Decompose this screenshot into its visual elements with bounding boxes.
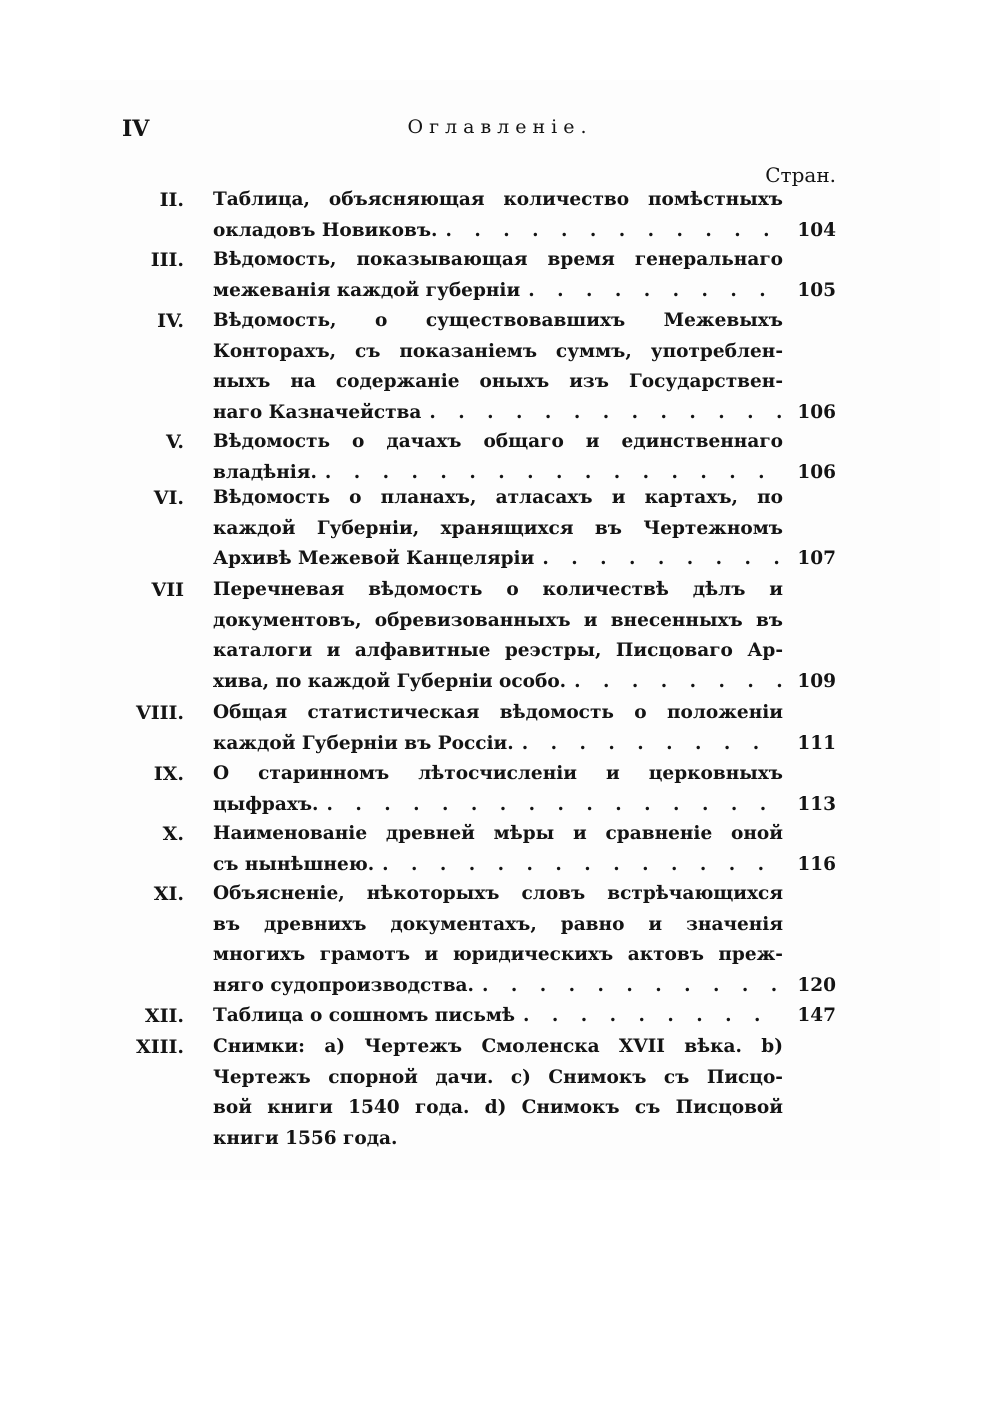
toc-entry-text: многихъ грамотъ и юридическихъ актовъ преж- [213, 944, 783, 965]
toc-entry-text: владѣнія. [213, 461, 317, 483]
toc-entry-page: 147 [797, 1005, 836, 1026]
toc-entry-text: Снимки: a) Чертежъ Смоленска XVII вѣка. b) [213, 1036, 783, 1057]
toc-entry-last-line [213, 668, 836, 696]
toc-entry-text: Перечневая вѣдомость о количествѣ дѣлъ и [213, 579, 783, 600]
toc-entry-page: 113 [797, 793, 836, 815]
toc-entry-text: ныхъ на содержаніе оныхъ изъ Государствен- [213, 371, 783, 392]
toc-entry-number: III. [150, 249, 184, 271]
toc-entry-page: 109 [797, 670, 836, 692]
toc-entry-text: Объясненіе, нѣкоторыхъ словъ встрѣчающихся [213, 883, 783, 904]
toc-entry-page: 104 [797, 219, 836, 241]
toc-entry-text: межеванія каждой губерніи [213, 279, 521, 301]
toc-entry-text: въ древнихъ документахъ, равно и значенія [213, 913, 783, 935]
toc-entry-text: каждой Губерніи въ Россіи. [213, 732, 514, 754]
toc-entry-text: Чертежъ спорной дачи. c) Снимокъ съ Писцо- [213, 1066, 783, 1088]
toc-entry-page: 120 [797, 974, 836, 996]
toc-entry-text: Вѣдомость о дачахъ общаго и единственнаго [213, 431, 783, 452]
dot-leader [445, 217, 782, 245]
toc-entry-last-line [213, 217, 836, 245]
toc-entry-page: 106 [797, 401, 836, 423]
toc-entry-text: каждой Губерніи, хранящихся въ Чертежномъ [213, 517, 783, 539]
toc-entry-page: 116 [797, 853, 836, 875]
toc-entry-last-line [213, 545, 836, 573]
toc-entry-page: 106 [797, 461, 836, 483]
toc-entry-number: X. [162, 823, 184, 845]
page-number: IV [122, 116, 150, 142]
toc-entry-text: хива, по каждой Губерніи особо. [213, 670, 567, 692]
toc-entry-text: документовъ, обревизованныхъ и внесенныхъ въ [213, 609, 783, 631]
toc-entry-number: V. [165, 431, 184, 453]
toc-entry-number: XI. [153, 883, 184, 905]
toc-entry-text: Наименованіе древней мѣры и сравненіе оной [213, 823, 783, 844]
toc-entry-page: 107 [797, 548, 836, 569]
toc-entry-number: IX. [153, 763, 184, 785]
toc-entry-text: О старинномъ лѣтосчисленіи и церковныхъ [213, 763, 783, 784]
toc-entry-number: VII [151, 579, 184, 601]
dot-leader [522, 730, 782, 758]
toc-entry-last-line [213, 851, 836, 879]
dot-leader [429, 399, 782, 427]
toc-entry-text: книги 1556 года. [213, 1127, 398, 1149]
toc-entry-number: II. [159, 189, 184, 211]
toc-entry-page: 111 [797, 732, 836, 754]
toc-entry-number: IV. [157, 310, 184, 332]
toc-entry-text: Общая статистическая вѣдомость о положеніи [213, 702, 783, 723]
toc-entry-page: 105 [797, 279, 836, 301]
dot-leader [528, 277, 782, 305]
toc-entry-last-line [213, 730, 836, 758]
page-title: Оглавленіе. [407, 116, 593, 138]
toc-entry-text: Таблица, объясняющая количество помѣстныхъ [213, 189, 783, 210]
toc-entry-last-line [213, 459, 836, 487]
toc-entry-text: Вѣдомость о планахъ, атласахъ и картахъ, по [213, 487, 783, 508]
toc-entry-last-line [213, 791, 836, 819]
dot-leader [523, 1002, 782, 1030]
dot-leader [574, 668, 782, 696]
toc-entry-number: VI. [153, 487, 184, 509]
toc-entry-last-line [213, 277, 836, 305]
toc-entry-number: XIII. [135, 1036, 184, 1058]
toc-entry-last-line [213, 972, 836, 1000]
toc-entry-number: VIII. [135, 702, 184, 724]
dot-leader [482, 972, 782, 1000]
toc-entry-text: наго Казначейства [213, 401, 422, 423]
page-column-label: Стран. [765, 163, 836, 187]
dot-leader [542, 545, 782, 573]
toc-entry-last-line [213, 399, 836, 427]
toc-entry-text: вой книги 1540 года. d) Снимокъ съ Писцовой [213, 1097, 783, 1118]
toc-entry-text: Вѣдомость, показывающая время генеральнаго [213, 249, 783, 270]
toc-entry-text: Конторахъ, съ показаніемъ суммъ, употреблен- [213, 340, 783, 362]
toc-entry-text: Таблица о сошномъ письмѣ [213, 1005, 515, 1026]
toc-entry-text: Вѣдомость, о существовавшихъ Межевыхъ [213, 310, 783, 331]
toc-entry-text: каталоги и алфавитные реэстры, Писцоваго Ар- [213, 640, 783, 661]
dot-leader [382, 851, 782, 879]
dot-leader [326, 791, 782, 819]
toc-entry-text: цыфрахъ. [213, 793, 319, 815]
toc-entry-number: XII. [144, 1005, 184, 1027]
toc-entry-text: окладовъ Новиковъ. [213, 219, 438, 241]
dot-leader [325, 459, 782, 487]
toc-entry-last-line [213, 1002, 836, 1030]
toc-entry-text: съ нынѣшнею. [213, 853, 375, 875]
toc-entry-text: няго судопроизводства. [213, 974, 474, 996]
toc-entry-text: Архивѣ Межевой Канцеляріи [213, 548, 535, 569]
